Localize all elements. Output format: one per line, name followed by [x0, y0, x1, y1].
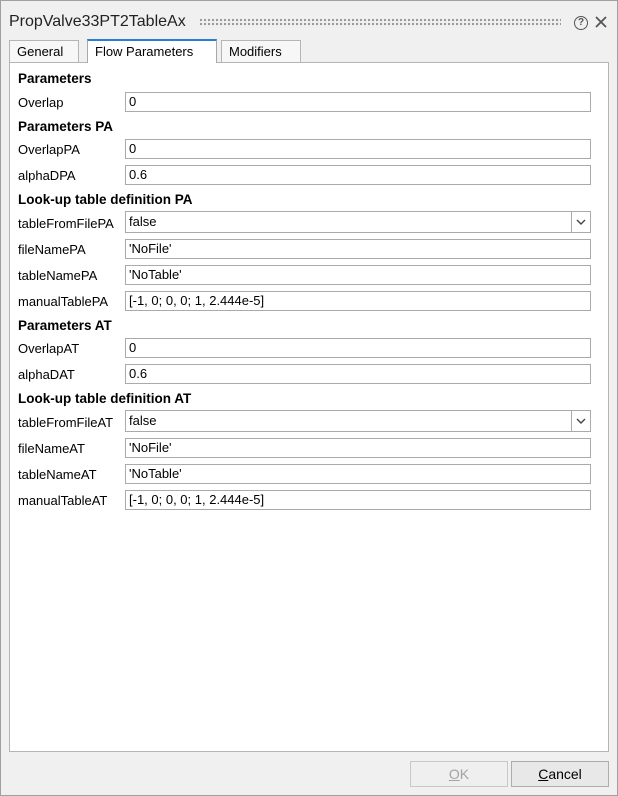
- overlap-pa-label: OverlapPA: [18, 142, 80, 157]
- overlap-pa-field[interactable]: 0: [125, 139, 591, 159]
- table-name-at-label: tableNameAT: [18, 467, 97, 482]
- cancel-button-mnemonic: C: [538, 766, 549, 782]
- tab-modifiers[interactable]: [221, 40, 301, 62]
- tab-flow-parameters[interactable]: [87, 39, 217, 63]
- alpha-dat-label: alphaDAT: [18, 367, 75, 382]
- overlap-at-label: OverlapAT: [18, 341, 80, 356]
- overlap-at-field[interactable]: 0: [125, 338, 591, 358]
- table-from-file-at-label: tableFromFileAT: [18, 415, 114, 430]
- cancel-button-label: ancel: [548, 766, 582, 782]
- table-name-at-field[interactable]: 'NoTable': [125, 464, 591, 484]
- manual-table-pa-field[interactable]: [-1, 0; 0, 0; 1, 2.444e-5]: [125, 291, 591, 311]
- section-parameters: Parameters: [18, 71, 92, 86]
- file-name-at-label: fileNameAT: [18, 441, 85, 456]
- close-icon[interactable]: [593, 14, 609, 30]
- window-title: PropValve33PT2TableAx: [9, 13, 186, 30]
- flow-parameters-panel: [9, 62, 609, 752]
- drag-grip[interactable]: [199, 18, 561, 27]
- manual-table-at-field[interactable]: [-1, 0; 0, 0; 1, 2.444e-5]: [125, 490, 591, 510]
- table-name-pa-field[interactable]: 'NoTable': [125, 265, 591, 285]
- tab-general[interactable]: [9, 40, 79, 62]
- ok-button-mnemonic: O: [448, 766, 460, 782]
- alpha-dpa-field[interactable]: 0.6: [125, 165, 591, 185]
- section-parameters-pa: Parameters PA: [18, 119, 114, 134]
- file-name-pa-field[interactable]: 'NoFile': [125, 239, 591, 259]
- title-bar[interactable]: [1, 1, 617, 41]
- tab-bar: [9, 39, 609, 63]
- table-from-file-at-select[interactable]: [125, 410, 591, 432]
- tab-modifiers-label: Modifiers: [229, 44, 282, 59]
- ok-button-label: K: [459, 766, 470, 782]
- section-parameters-at: Parameters AT: [18, 318, 112, 333]
- table-from-file-pa-select[interactable]: [125, 211, 591, 233]
- overlap-field[interactable]: 0: [125, 92, 591, 112]
- section-lookup-pa: Look-up table definition PA: [18, 192, 193, 207]
- file-name-at-field[interactable]: 'NoFile': [125, 438, 591, 458]
- manual-table-pa-label: manualTablePA: [18, 294, 109, 309]
- alpha-dat-field[interactable]: 0.6: [125, 364, 591, 384]
- ok-button[interactable]: [410, 761, 508, 787]
- chevron-down-icon[interactable]: [571, 212, 590, 232]
- table-name-pa-label: tableNamePA: [18, 268, 98, 283]
- help-icon[interactable]: ?: [574, 16, 588, 30]
- tab-flow-parameters-label: Flow Parameters: [95, 44, 194, 59]
- chevron-down-icon[interactable]: [571, 411, 590, 431]
- table-from-file-pa-label: tableFromFilePA: [18, 216, 114, 231]
- alpha-dpa-label: alphaDPA: [18, 168, 76, 183]
- manual-table-at-label: manualTableAT: [18, 493, 108, 508]
- table-from-file-at-value: false: [129, 413, 157, 428]
- cancel-button[interactable]: [511, 761, 609, 787]
- section-lookup-at: Look-up table definition AT: [18, 391, 192, 406]
- tab-general-label: General: [17, 44, 64, 59]
- overlap-label: Overlap: [18, 95, 64, 110]
- file-name-pa-label: fileNamePA: [18, 242, 86, 257]
- table-from-file-pa-value: false: [129, 214, 157, 229]
